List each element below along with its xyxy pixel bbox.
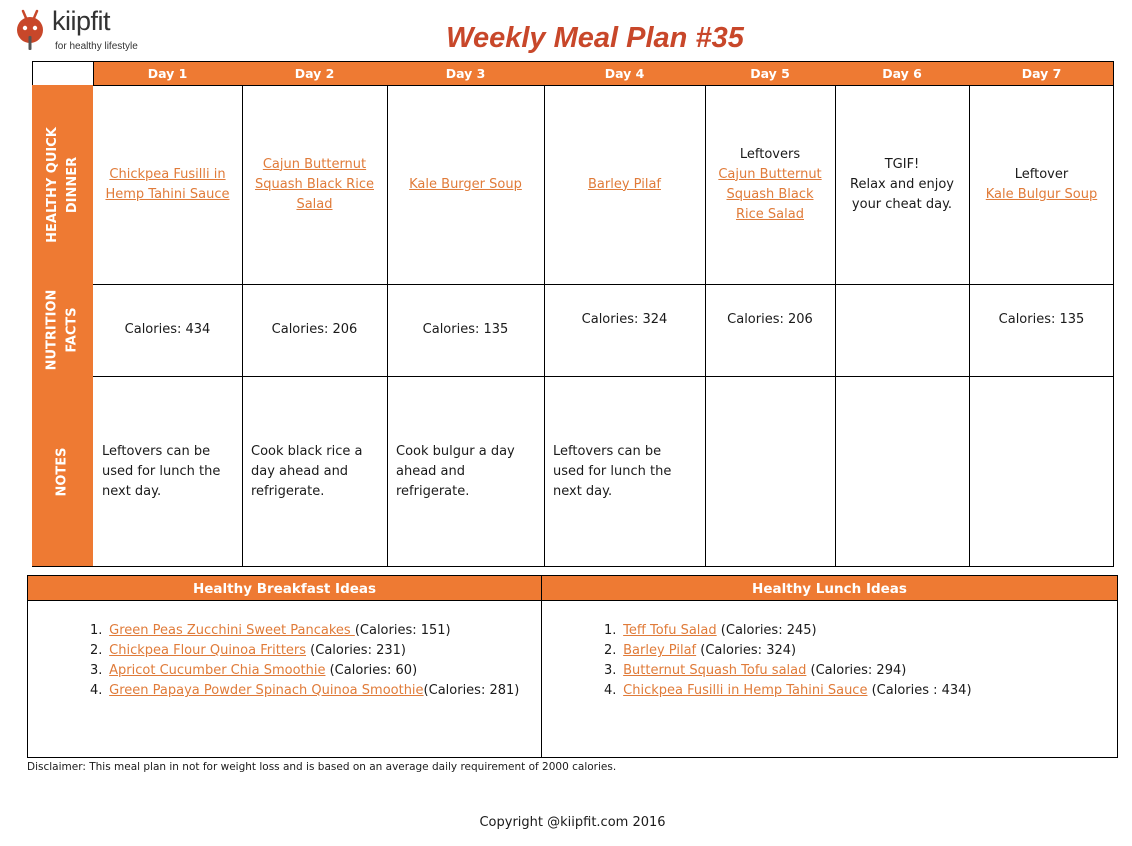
copyright: Copyright @kiipfit.com 2016 xyxy=(479,815,666,830)
brand-name: kiipfit xyxy=(52,6,111,36)
list-item: 2. Barley Pilaf (Calories: 324) xyxy=(604,643,797,658)
lunch-link[interactable]: Butternut Squash Tofu salad xyxy=(623,663,807,678)
kiipfit-logo xyxy=(12,6,142,56)
row-label-dinner: HEALTHY QUICK DINNER xyxy=(44,126,80,243)
list-item: 1. Teff Tofu Salad (Calories: 245) xyxy=(604,623,817,638)
grid-line xyxy=(32,61,1114,62)
day-header-5: Day 5 xyxy=(750,66,790,81)
row-label-notes: NOTES xyxy=(54,446,70,497)
dinner-cell-day-4 xyxy=(544,85,705,284)
day-header-3: Day 3 xyxy=(445,66,486,81)
row-label-nutrition: NUTRITION FACTS xyxy=(44,289,80,371)
note-day-1: Leftovers can be used for lunch the next day. xyxy=(102,443,221,499)
cheat-day-note: TGIF! Relax and enjoy your cheat day. xyxy=(850,156,954,212)
note-day-3: Cook bulgur a day ahead and refrigerate. xyxy=(396,443,515,499)
grid-line xyxy=(93,61,94,85)
list-item: 4. Chickpea Fusilli in Hemp Tahini Sauce (Calories : 434) xyxy=(604,683,972,698)
list-item: 3. Butternut Squash Tofu salad (Calories: 294) xyxy=(604,663,907,678)
calories-day-6 xyxy=(835,284,969,356)
recipe-link[interactable]: Kale Bulgur Soup xyxy=(985,186,1098,202)
calories-day-2: Calories: 206 xyxy=(271,322,358,337)
ideas-panel xyxy=(27,575,1118,758)
lunch-link[interactable]: Chickpea Fusilli in Hemp Tahini Sauce xyxy=(623,683,868,698)
note-day-4: Leftovers can be used for lunch the next day. xyxy=(553,443,672,499)
breakfast-link[interactable]: Chickpea Flour Quinoa Fritters xyxy=(109,643,307,658)
ideas-header-divider xyxy=(28,600,1117,601)
recipe-link[interactable]: Barley Pilaf xyxy=(588,176,661,192)
calories-day-4: Calories: 324 xyxy=(581,312,668,327)
list-item: 3. Apricot Cucumber Chia Smoothie (Calories: 60) xyxy=(90,663,418,678)
kiipfit-logo-icon xyxy=(12,8,48,52)
dinner-cell-day-3 xyxy=(387,85,544,284)
calories-day-7: Calories: 135 xyxy=(998,312,1085,327)
brand-tagline: for healthy lifestyle xyxy=(55,41,138,52)
dinner-cell-day-1 xyxy=(93,85,242,284)
day-header-7: Day 7 xyxy=(1021,66,1062,81)
breakfast-list xyxy=(90,621,519,701)
recipe-link[interactable]: Kale Burger Soup xyxy=(409,176,522,192)
dinner-cell-day-6 xyxy=(835,85,969,284)
recipe-link[interactable]: Cajun Butternut Squash Black Rice Salad xyxy=(718,166,822,222)
leftover-label: Leftover xyxy=(1014,166,1069,182)
ideas-column-divider xyxy=(541,576,542,757)
breakfast-heading: Healthy Breakfast Ideas xyxy=(192,581,377,597)
breakfast-link[interactable]: Green Papaya Powder Spinach Quinoa Smoothie xyxy=(109,683,424,698)
list-item: 4. Green Papaya Powder Spinach Quinoa Smoothie(Calories: 281) xyxy=(90,683,520,698)
day-header-2: Day 2 xyxy=(294,66,335,81)
recipe-link[interactable]: Cajun Butternut Squash Black Rice Salad xyxy=(255,156,374,212)
note-day-2: Cook black rice a day ahead and refrigerate. xyxy=(251,443,363,499)
calories-day-3: Calories: 135 xyxy=(422,322,509,337)
recipe-link[interactable]: Chickpea Fusilli in Hemp Tahini Sauce xyxy=(105,166,230,202)
calories-day-5: Calories: 206 xyxy=(727,312,813,327)
list-item: 1. Green Peas Zucchini Sweet Pancakes (Calories: 151) xyxy=(90,623,451,638)
leftovers-label: Leftovers xyxy=(739,146,801,162)
day-header-4: Day 4 xyxy=(604,66,645,81)
lunch-link[interactable]: Teff Tofu Salad xyxy=(623,623,717,638)
list-item: 2. Chickpea Flour Quinoa Fritters (Calories: 231) xyxy=(90,643,406,658)
page-title: Weekly Meal Plan #35 xyxy=(446,22,744,54)
dinner-cell-day-7 xyxy=(969,85,1114,284)
dinner-cell-day-2 xyxy=(242,85,387,284)
grid-line xyxy=(32,61,33,85)
day-header-1: Day 1 xyxy=(147,66,188,81)
calories-day-1: Calories: 434 xyxy=(124,322,211,337)
dinner-cell-day-5 xyxy=(705,85,835,284)
breakfast-link[interactable]: Green Peas Zucchini Sweet Pancakes xyxy=(109,623,355,638)
meal-plan-grid xyxy=(32,61,1114,567)
breakfast-link[interactable]: Apricot Cucumber Chia Smoothie xyxy=(109,663,326,678)
lunch-link[interactable]: Barley Pilaf xyxy=(623,643,697,658)
disclaimer: Disclaimer: This meal plan in not for weight loss and is based on an average daily requirement of 2000 calories. xyxy=(27,761,617,773)
lunch-list xyxy=(604,621,972,701)
lunch-heading: Healthy Lunch Ideas xyxy=(752,581,907,597)
day-header-6: Day 6 xyxy=(882,66,922,81)
